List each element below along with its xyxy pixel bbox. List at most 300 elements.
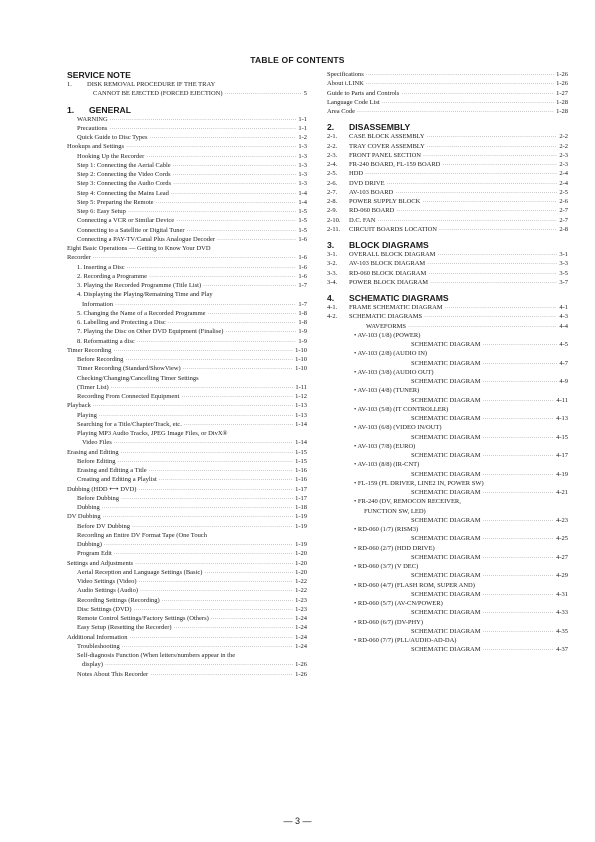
- toc-entry-page: 4-23: [556, 516, 568, 524]
- toc-entry-title: Step 6: Easy Setup: [77, 208, 126, 215]
- toc-entry-title: Dubbing): [77, 541, 102, 548]
- toc-entry: [327, 433, 568, 442]
- toc-entry-page: 1-17: [295, 494, 307, 502]
- toc-entry-page: 1-14: [295, 420, 307, 428]
- toc-entry: [67, 660, 307, 669]
- section-heading-general: 1. GENERAL: [67, 104, 132, 115]
- service-note-heading: SERVICE NOTE: [67, 70, 131, 80]
- toc-entry: [327, 488, 568, 497]
- toc-entry-page: 1-26: [295, 670, 307, 678]
- toc-entry-page: 1-9: [298, 328, 307, 336]
- schematic-diagram-entries: [327, 303, 568, 655]
- toc-entry: [327, 534, 568, 543]
- toc-entry-title: • AV-103 (6/8) (VIDEO IN/OUT): [354, 424, 442, 432]
- toc-entry: [67, 170, 307, 179]
- toc-entry: [327, 340, 568, 349]
- toc-entry-page: 2-3: [559, 161, 568, 168]
- toc-entry-title: SCHEMATIC DIAGRAM: [411, 359, 481, 367]
- toc-entry-title: 5. Changing the Name of a Recorded Programme: [77, 309, 206, 317]
- dot-leader: [483, 646, 555, 655]
- toc-entry: [67, 512, 307, 521]
- toc-entry-title: • AV-103 (8/8) (IR-CNT): [354, 461, 420, 469]
- toc-entry-page: 1-7: [298, 282, 307, 289]
- toc-entry-page: 1-19: [295, 513, 307, 521]
- toc-entry: [67, 161, 307, 170]
- toc-entry-title: About i.LINK: [327, 80, 364, 88]
- toc-entry: [67, 309, 307, 318]
- toc-entry: [67, 623, 307, 632]
- toc-entry-title: AV-103 BLOCK DIAGRAM: [349, 260, 426, 268]
- toc-entry-page: 1-9: [298, 337, 307, 345]
- toc-entry-page: 1-4: [298, 198, 307, 206]
- toc-entry: [67, 503, 307, 512]
- toc-entry-title: Information: [82, 300, 114, 308]
- toc-entry: [67, 346, 307, 355]
- toc-entry-title: SCHEMATIC DIAGRAM: [411, 609, 481, 617]
- toc-entry-page: 1-11: [295, 383, 307, 391]
- toc-entry-title: Checking/Changing/Cancelling Timer Settings: [77, 374, 199, 382]
- toc-entry: [327, 497, 568, 506]
- toc-entry-page: 1-24: [295, 615, 307, 622]
- toc-entry: [67, 244, 307, 253]
- toc-entry: [327, 396, 568, 405]
- toc-entry-title: SCHEMATIC DIAGRAM: [411, 553, 481, 561]
- toc-entry-page: 1-2: [298, 134, 307, 141]
- toc-entry-page: 4-11: [556, 396, 568, 404]
- toc-entry-page: 1-24: [295, 642, 307, 650]
- toc-entry-page: 1-28: [556, 108, 568, 115]
- toc-entry-title: Dubbing (HDD ⟷ DVD): [67, 485, 137, 493]
- toc-entry-page: 1-22: [295, 578, 307, 585]
- toc-entry-title: Video Settings (Video): [77, 578, 137, 585]
- toc-entry-title: CIRCUIT BOARDS LOCATION: [349, 225, 437, 233]
- toc-entry-page: 2-3: [559, 151, 568, 159]
- toc-entry-page: 1-6: [298, 263, 307, 271]
- toc-entry-title: CASE BLOCK ASSEMBLY: [349, 133, 425, 141]
- toc-entry-title: Video Files: [82, 439, 112, 447]
- toc-entry-page: 2-4: [559, 170, 568, 178]
- toc-entry: [67, 448, 307, 457]
- toc-entry-title: Audio Settings (Audio): [77, 587, 139, 595]
- right-column: [327, 70, 568, 655]
- dot-leader: [357, 108, 554, 117]
- toc-entry-page: 1-19: [295, 541, 307, 548]
- toc-entry-title: SCHEMATIC DIAGRAM: [411, 396, 481, 404]
- toc-entry-title: Before Editing: [77, 457, 116, 465]
- toc-entry: [327, 627, 568, 636]
- toc-entry-title: TRAY COVER ASSEMBLY: [349, 142, 425, 150]
- toc-entry-title: Disc Settings (DVD): [77, 605, 132, 613]
- toc-entry-title: SCHEMATIC DIAGRAMS: [349, 313, 423, 321]
- dot-leader: [150, 671, 293, 680]
- toc-entry-title: Additional Information: [67, 633, 128, 641]
- left-column: [67, 70, 307, 679]
- toc-entry-title: SCHEMATIC DIAGRAM: [411, 378, 481, 385]
- toc-entry-page: 1-14: [295, 439, 307, 447]
- toc-entry-title: Step 5: Preparing the Remote: [77, 198, 154, 206]
- toc-entry-title: (Timer List): [77, 383, 109, 391]
- toc-entry-title: • RD-060 (5/7) (AV-CN/POWER): [354, 600, 443, 607]
- toc-entry-number: 3-4.: [327, 278, 338, 286]
- toc-entry: [327, 160, 568, 169]
- toc-entry-title: WARNING: [77, 115, 108, 123]
- toc-entry: [327, 571, 568, 580]
- toc-entry-page: 1-10: [295, 365, 307, 373]
- toc-entry-title: DVD DRIVE: [349, 179, 385, 187]
- toc-entry-title: AV-103 BOARD: [349, 188, 394, 196]
- toc-entry-title: FRONT PANEL SECTION: [349, 151, 421, 159]
- toc-entry-title: • AV-103 (5/8) (IT CONTROLLER): [354, 405, 449, 413]
- toc-entry: [327, 451, 568, 460]
- toc-entry-number: 3-3.: [327, 269, 338, 277]
- toc-entry-title: FR-240 BOARD, FL-159 BOARD: [349, 161, 441, 168]
- toc-entry-title: Step 1: Connecting the Aerial Cable: [77, 161, 171, 169]
- toc-entry-title: FRAME SCHEMATIC DIAGRAM: [349, 304, 443, 311]
- toc-entry-page: 1-4: [298, 189, 307, 197]
- toc-entry-page: 1-8: [298, 309, 307, 317]
- toc-entry: [327, 225, 568, 234]
- toc-entry-title: 3. Playing the Recorded Programme (Title List): [77, 282, 202, 289]
- toc-entry-title: • RD-060 (7/7) (PLL/AUDIO-AD-DA): [354, 637, 457, 644]
- toc-entry-page: 1-12: [295, 393, 307, 400]
- toc-entry-page: 2-8: [559, 225, 568, 233]
- toc-entry-number: 2-1.: [327, 133, 338, 141]
- toc-entry: [327, 442, 568, 451]
- toc-entry-title: 8. Reformatting a disc: [77, 337, 135, 345]
- toc-entry-title: SCHEMATIC DIAGRAM: [411, 646, 481, 654]
- toc-entry-page: 2-7: [559, 216, 568, 224]
- toc-entry-page: 1-3: [298, 180, 307, 188]
- toc-entry: [327, 349, 568, 358]
- toc-entry-title: • RD-060 (4/7) (FLASH ROM, SUPER AND): [354, 581, 475, 589]
- toc-entry: [67, 568, 307, 577]
- toc-entry-title: Hooking Up the Recorder: [77, 152, 145, 160]
- toc-entry: [67, 429, 307, 438]
- toc-entry-page: 4-35: [556, 627, 568, 635]
- toc-entry-title: SCHEMATIC DIAGRAM: [411, 627, 481, 635]
- toc-entry: [327, 368, 568, 377]
- toc-entry-title: Remote Control Settings/Factory Settings (Others): [77, 615, 209, 622]
- toc-entry: [67, 300, 307, 309]
- toc-entry: [327, 107, 568, 116]
- toc-entry-page: 4-27: [556, 553, 568, 561]
- toc-entry-page: 3-5: [559, 269, 568, 277]
- toc-entry-page: 3-3: [559, 260, 568, 268]
- toc-entry-page: 4-4: [559, 322, 568, 330]
- toc-entry-number: 2-2.: [327, 142, 338, 150]
- toc-entry-page: 1-5: [298, 217, 307, 225]
- toc-entry-title: POWER BLOCK DIAGRAM: [349, 278, 429, 286]
- toc-entry-page: 2-6: [559, 198, 568, 205]
- toc-entry-title: Hookups and Settings: [67, 143, 125, 151]
- toc-entry: [327, 645, 568, 654]
- toc-entry-page: 1-17: [295, 485, 307, 493]
- toc-entry: [67, 411, 307, 420]
- toc-entry: [327, 70, 568, 79]
- toc-entry: [67, 253, 307, 262]
- toc-entry-page: 4-3: [559, 313, 568, 321]
- toc-entry: [67, 596, 307, 605]
- toc-entry-page: 1-23: [295, 605, 307, 613]
- toc-entry: [327, 608, 568, 617]
- toc-entry-title: • RD-060 (3/7) (V DEC): [354, 563, 419, 570]
- toc-entry: [327, 303, 568, 312]
- toc-entry: [67, 438, 307, 447]
- toc-entry: [67, 152, 307, 161]
- toc-entry-page: 4-37: [556, 646, 568, 654]
- toc-entry: [327, 386, 568, 395]
- toc-entry-title: Step 4: Connecting the Mains Lead: [77, 189, 169, 197]
- toc-entry-title: Step 2: Connecting the Video Cords: [77, 171, 171, 178]
- toc-entry: [67, 374, 307, 383]
- toc-entry-title: Timer Recording (Standard/ShowView): [77, 365, 181, 373]
- section-heading-schematic-diagrams: 4. SCHEMATIC DIAGRAMS: [327, 293, 449, 303]
- toc-entry: [327, 423, 568, 432]
- toc-entry-number: 3-1.: [327, 251, 338, 258]
- toc-entry: [327, 132, 568, 141]
- toc-entry: [67, 651, 307, 660]
- toc-entry-title: Before Dubbing: [77, 494, 120, 502]
- toc-entry: [327, 414, 568, 423]
- toc-entry-page: 1-18: [295, 504, 307, 511]
- toc-entry-title: Connecting to a Satellite or Digital Tuner: [77, 226, 185, 234]
- toc-entry-title: Step 3: Connecting the Audio Cords: [77, 180, 172, 188]
- toc-entry-page: 1-15: [295, 448, 307, 456]
- toc-entry: [67, 522, 307, 531]
- toc-entry-page: 4-17: [556, 452, 568, 459]
- toc-entry-page: 1-5: [298, 208, 307, 215]
- toc-entry-page: 1-28: [556, 98, 568, 106]
- toc-entry: [327, 179, 568, 188]
- toc-entry-page: 1-15: [295, 457, 307, 465]
- toc-entry: [327, 197, 568, 206]
- toc-entry: [67, 115, 307, 124]
- toc-entry: [67, 540, 307, 549]
- toc-entry-title: Dubbing: [77, 504, 100, 511]
- toc-entry: [327, 169, 568, 178]
- toc-entry: [327, 259, 568, 268]
- toc-entry-title: SCHEMATIC DIAGRAM: [411, 452, 481, 459]
- toc-entry-title: Program Edit: [77, 550, 112, 558]
- toc-entry: [327, 250, 568, 259]
- toc-entry: [67, 466, 307, 475]
- toc-entry: [67, 235, 307, 244]
- toc-entry-title: Settings and Adjustments: [67, 559, 134, 567]
- toc-entry-page: 1-26: [295, 661, 307, 669]
- toc-entry-title: Precautions: [77, 124, 108, 132]
- toc-entry-number: 2-3.: [327, 151, 338, 159]
- toc-entry: [67, 327, 307, 336]
- toc-entry-title: Recorder: [67, 254, 91, 262]
- section-heading-disassembly: 2. DISASSEMBLY: [327, 122, 411, 133]
- toc-entry-title: Playback: [67, 402, 91, 410]
- toc-entry-title: • AV-103 (3/8) (AUDIO OUT): [354, 368, 434, 376]
- toc-entry-title: • FL-159 (FL DRIVER, LINE2 IN, POWER SW): [354, 479, 484, 487]
- toc-entry-page: 1-20: [295, 550, 307, 558]
- toc-entry: [67, 364, 307, 373]
- toc-entry-page: 1-24: [295, 624, 307, 632]
- toc-entry: [327, 188, 568, 197]
- toc-entry-page: 4-1: [559, 304, 568, 311]
- toc-entry: [327, 142, 568, 151]
- toc-entry: [327, 216, 568, 225]
- toc-entry: [67, 142, 307, 151]
- toc-entry: [327, 269, 568, 278]
- toc-entry-title: SCHEMATIC DIAGRAM: [411, 433, 481, 441]
- toc-entry: [327, 590, 568, 599]
- toc-entry: [327, 553, 568, 562]
- toc-entry-page: 4-29: [556, 572, 568, 580]
- toc-entry-page: 1-13: [295, 411, 307, 419]
- toc-entry-title: Playing: [77, 411, 97, 419]
- toc-entry: [327, 618, 568, 627]
- toc-entry-title: Quick Guide to Disc Types: [77, 134, 148, 141]
- toc-entry-page: 4-15: [556, 433, 568, 441]
- toc-entry-title: SCHEMATIC DIAGRAM: [411, 572, 481, 580]
- toc-entry-page: 1-6: [298, 272, 307, 280]
- toc-entry-title: POWER SUPPLY BLOCK: [349, 198, 421, 205]
- toc-entry-page: 1-10: [295, 356, 307, 363]
- block-diagram-entries: [327, 250, 568, 287]
- toc-entry-title: Specifications: [327, 71, 364, 78]
- toc-entry-page: 1-20: [295, 568, 307, 576]
- toc-entry-number: 2-10.: [327, 216, 341, 224]
- page-number: — 3 —: [283, 816, 312, 826]
- service-note-item-cont: CANNOT BE EJECTED (FORCED EJECTION) ····· 5: [67, 89, 307, 98]
- toc-entry-page: 1-3: [298, 161, 307, 169]
- toc-entry: [67, 420, 307, 429]
- toc-entry: [327, 79, 568, 88]
- toc-entry-title: 2. Recording a Programme: [77, 272, 148, 280]
- toc-entry-title: Connecting a VCR or Similar Device: [77, 217, 175, 225]
- toc-entry-page: 4-33: [556, 609, 568, 617]
- toc-entry-title: HDD: [349, 170, 364, 178]
- toc-entry-number: 2-4.: [327, 161, 338, 168]
- toc-entry: [67, 485, 307, 494]
- toc-entry: [67, 401, 307, 410]
- toc-entry: [327, 312, 568, 321]
- toc-entry: [67, 605, 307, 614]
- toc-entry-title: D.C. FAN: [349, 216, 376, 224]
- toc-entry-number: 4-1.: [327, 304, 338, 311]
- toc-entry-title: Guide to Parts and Controls: [327, 89, 400, 97]
- toc-entry: [67, 355, 307, 364]
- toc-entry-page: 4-7: [559, 359, 568, 367]
- toc-entry-page: 2-2: [559, 133, 568, 141]
- toc-entry-page: 1-3: [298, 143, 307, 151]
- toc-entry: [327, 525, 568, 534]
- page-title: TABLE OF CONTENTS: [250, 55, 345, 65]
- toc-entry-title: Timer Recording: [67, 346, 112, 354]
- toc-entry: [327, 544, 568, 553]
- toc-entry-title: Recording Settings (Recording): [77, 596, 160, 604]
- toc-entry: [67, 226, 307, 235]
- toc-entry-page: 1-1: [298, 124, 307, 132]
- toc-entry-title: SCHEMATIC DIAGRAM: [411, 590, 481, 598]
- toc-entry-title: • AV-103 (1/8) (POWER): [354, 331, 421, 339]
- toc-entry: [327, 377, 568, 386]
- toc-entry-page: 2-2: [559, 142, 568, 150]
- toc-entry: [327, 636, 568, 645]
- toc-entry-title: 6. Labelling and Protecting a Disc: [77, 319, 166, 326]
- toc-entry-title: Erasing and Editing a Title: [77, 467, 147, 474]
- toc-entry: [67, 124, 307, 133]
- toc-entry-page: 2-7: [559, 207, 568, 215]
- toc-entry-title: display): [82, 661, 103, 669]
- toc-entry-number: 2-6.: [327, 179, 338, 187]
- dot-leader: [439, 226, 557, 235]
- toc-entry-title: Aerial Reception and Language Settings (Basic): [77, 568, 203, 576]
- general-continued-entries: [327, 70, 568, 116]
- toc-entry-page: 1-10: [295, 346, 307, 354]
- toc-entry-page: 4-9: [559, 378, 568, 385]
- toc-entry: [67, 549, 307, 558]
- toc-entry: [67, 586, 307, 595]
- toc-entry-title: 7. Playing the Disc on Other DVD Equipment (Finalise): [77, 328, 224, 336]
- toc-entry-title: • RD-060 (1/7) (RISM3): [354, 526, 419, 533]
- toc-entry-title: SCHEMATIC DIAGRAM: [411, 341, 481, 348]
- toc-entry-page: 1-20: [295, 559, 307, 567]
- toc-entry-title: RD-060 BOARD: [349, 207, 395, 215]
- toc-entry-title: Erasing and Editing: [67, 448, 119, 456]
- disassembly-entries: [327, 132, 568, 234]
- toc-entry-title: Playing MP3 Audio Tracks, JPEG Image Files, or DivX®: [77, 430, 228, 437]
- toc-entry-title: DV Dubbing: [67, 513, 101, 521]
- toc-entry-page: 1-13: [295, 402, 307, 410]
- toc-entry-title: Area Code: [327, 108, 355, 115]
- toc-entry: [67, 475, 307, 484]
- toc-entry: [327, 562, 568, 571]
- toc-entry-number: 2-11.: [327, 225, 341, 233]
- toc-entry: [327, 151, 568, 160]
- toc-entry: [327, 278, 568, 287]
- toc-entry: [327, 479, 568, 488]
- toc-entry: [67, 559, 307, 568]
- toc-entry: [327, 331, 568, 340]
- toc-entry-title: Connecting a PAY-TV/Canal Plus Analogue Decoder: [77, 235, 215, 243]
- toc-entry-page: 1-16: [295, 467, 307, 474]
- toc-entry-title: Easy Setup (Resetting the Recorder): [77, 624, 172, 632]
- toc-entry-title: WAVEFORMS: [366, 322, 406, 330]
- toc-entry: [67, 318, 307, 327]
- toc-entry-title: Self-diagnosis Function (When letters/numbers appear in the: [77, 652, 236, 659]
- toc-entry: [67, 642, 307, 651]
- toc-entry: [67, 670, 307, 679]
- toc-entry-number: 2-9.: [327, 207, 338, 215]
- toc-entry-page: 1-27: [556, 89, 568, 97]
- toc-entry: [67, 633, 307, 642]
- toc-entry: [327, 581, 568, 590]
- toc-entry-number: 2-5.: [327, 170, 338, 178]
- toc-entry-page: 1-24: [295, 633, 307, 641]
- toc-entry: [327, 359, 568, 368]
- toc-entry-page: 1-1: [298, 115, 307, 123]
- toc-entry: [67, 189, 307, 198]
- toc-entry-title: RD-060 BLOCK DIAGRAM: [349, 269, 427, 277]
- toc-entry-title: Notes About This Recorder: [77, 670, 149, 678]
- toc-entry: [327, 516, 568, 525]
- toc-entry: [67, 494, 307, 503]
- toc-entry: [67, 198, 307, 207]
- toc-entry-page: 1-16: [295, 476, 307, 484]
- toc-entry-page: 1-23: [295, 596, 307, 604]
- toc-entry: [67, 281, 307, 290]
- toc-entry: [327, 322, 568, 331]
- toc-entry-page: 1-7: [298, 300, 307, 308]
- toc-entry-number: 2-8.: [327, 198, 338, 205]
- toc-entry: [327, 470, 568, 479]
- toc-entry-title: • AV-103 (2/8) (AUDIO IN): [354, 350, 428, 358]
